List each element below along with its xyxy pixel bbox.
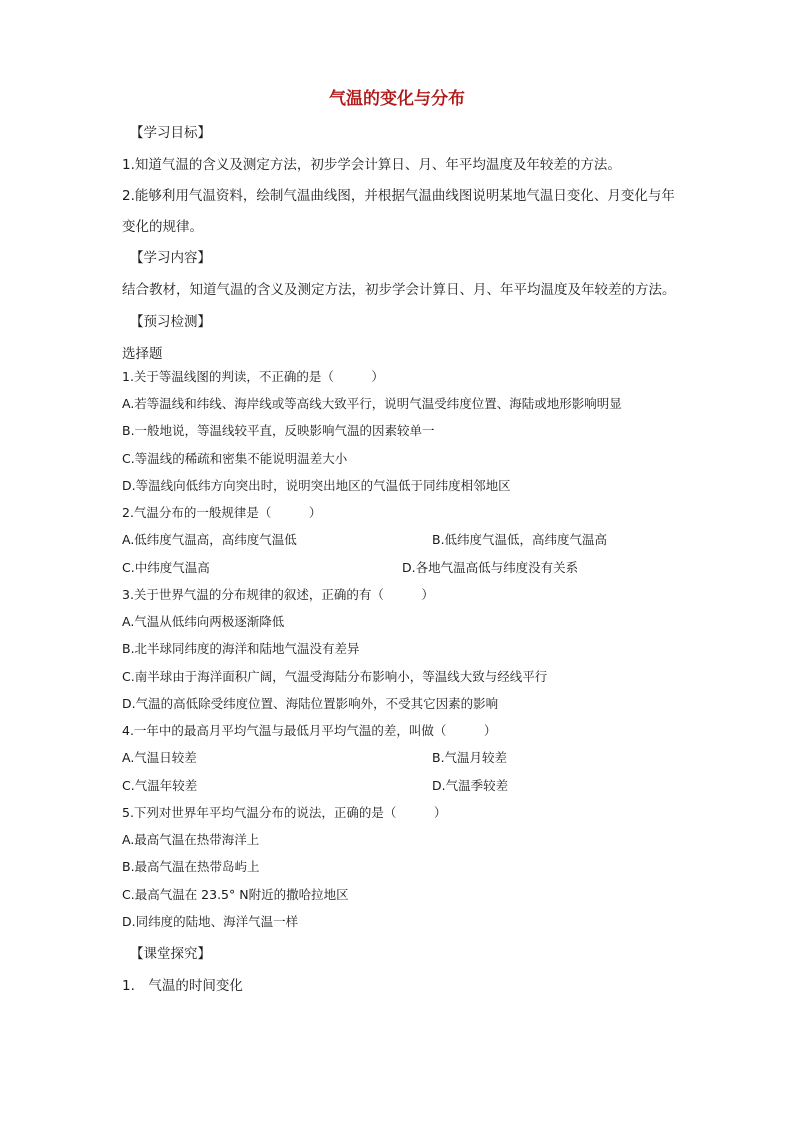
- question-4-stem: 4.一年中的最高月平均气温与最低月平均气温的差，叫做（ ）: [122, 723, 497, 738]
- classroom-heading: 【课堂探究】: [130, 946, 211, 962]
- question-1-option-d: D.等温线向低纬方向突出时，说明突出地区的气温低于同纬度相邻地区: [122, 478, 511, 493]
- question-4-option-b: B.气温月较差: [432, 750, 508, 765]
- question-2-option-d: D.各地气温高低与纬度没有关系: [402, 560, 579, 575]
- objective-item-1: 1.知道气温的含义及测定方法，初步学会计算日、月、年平均温度及年较差的方法。: [122, 157, 621, 173]
- question-5-option-b: B.最高气温在热带岛屿上: [122, 859, 260, 874]
- question-4-option-d: D.气温季较差: [432, 778, 509, 793]
- question-5-stem: 5.下列对世界年平均气温分布的说法，正确的是（ ）: [122, 805, 447, 820]
- question-4-option-c: C.气温年较差: [122, 778, 198, 793]
- content-heading: 【学习内容】: [130, 250, 211, 266]
- question-3-option-a: A.气温从低纬向两极逐渐降低: [122, 614, 285, 629]
- question-2-option-b: B.低纬度气温低，高纬度气温高: [432, 532, 608, 547]
- question-5-option-c: C.最高气温在 23.5° N附近的撒哈拉地区: [122, 887, 349, 902]
- question-3-option-c: C.南半球由于海洋面积广阔，气温受海陆分布影响小，等温线大致与经线平行: [122, 669, 548, 684]
- question-1-option-a: A.若等温线和纬线、海岸线或等高线大致平行，说明气温受纬度位置、海陆或地形影响明显: [122, 396, 622, 411]
- question-3-option-b: B.北半球同纬度的海洋和陆地气温没有差异: [122, 641, 360, 656]
- question-1-option-b: B.一般地说，等温线较平直，反映影响气温的因素较单一: [122, 423, 435, 438]
- objectives-heading: 【学习目标】: [130, 125, 211, 141]
- question-2-stem: 2.气温分布的一般规律是（ ）: [122, 505, 322, 520]
- question-5-option-a: A.最高气温在热带海洋上: [122, 832, 260, 847]
- question-1-stem: 1.关于等温线图的判读，不正确的是（ ）: [122, 369, 384, 384]
- question-3-option-d: D.气温的高低除受纬度位置、海陆位置影响外，不受其它因素的影响: [122, 696, 499, 711]
- page-title: 气温的变化与分布: [329, 89, 465, 109]
- preview-heading: 【预习检测】: [130, 314, 211, 330]
- objective-item-2-line-1: 2.能够利用气温资料，绘制气温曲线图，并根据气温曲线图说明某地气温日变化、月变化与年: [122, 188, 675, 204]
- question-3-stem: 3.关于世界气温的分布规律的叙述，正确的有（ ）: [122, 587, 434, 602]
- question-4-option-a: A.气温日较差: [122, 750, 197, 765]
- content-text: 结合教材，知道气温的含义及测定方法，初步学会计算日、月、年平均温度及年较差的方法。: [122, 282, 676, 298]
- classroom-item-1: 1. 气温的时间变化: [122, 978, 243, 994]
- objective-item-2-line-2: 变化的规律。: [122, 219, 203, 235]
- section-label: 选择题: [122, 346, 163, 362]
- question-5-option-d: D.同纬度的陆地、海洋气温一样: [122, 914, 299, 929]
- question-2-option-a: A.低纬度气温高，高纬度气温低: [122, 532, 297, 547]
- question-2-option-c: C.中纬度气温高: [122, 560, 210, 575]
- question-1-option-c: C.等温线的稀疏和密集不能说明温差大小: [122, 451, 348, 466]
